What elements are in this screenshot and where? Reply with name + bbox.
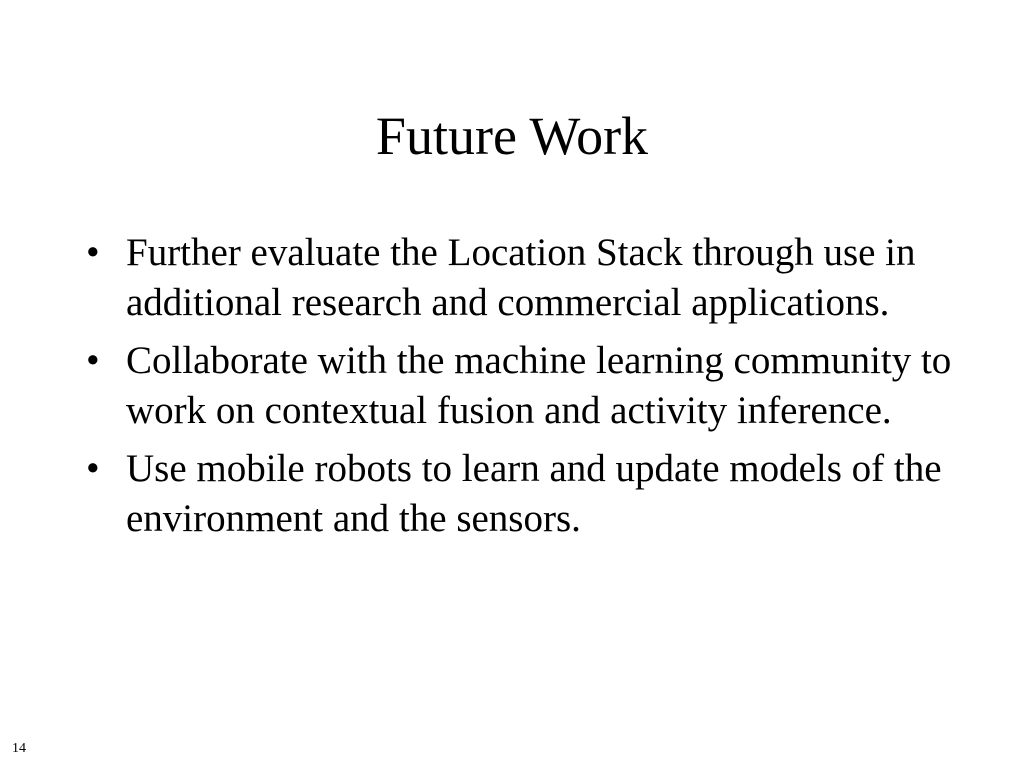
bullet-icon: • [86,339,100,382]
bullet-text: Further evaluate the Location Stack through use in additional research and commercial applications. [126,231,916,324]
slide-number: 14 [12,741,26,756]
bullet-text: Collaborate with the machine learning community to work on contextual fusion and activity inference. [126,339,952,432]
slide-title: Future Work [375,106,649,166]
bullet-item-3 [86,444,966,544]
bullet-list [86,228,966,552]
bullet-icon: • [86,447,100,490]
bullet-item-2 [86,336,966,436]
bullet-icon: • [86,231,100,274]
bullet-item-1 [86,228,966,328]
bullet-text: Use mobile robots to learn and update models of the environment and the sensors. [126,447,942,540]
